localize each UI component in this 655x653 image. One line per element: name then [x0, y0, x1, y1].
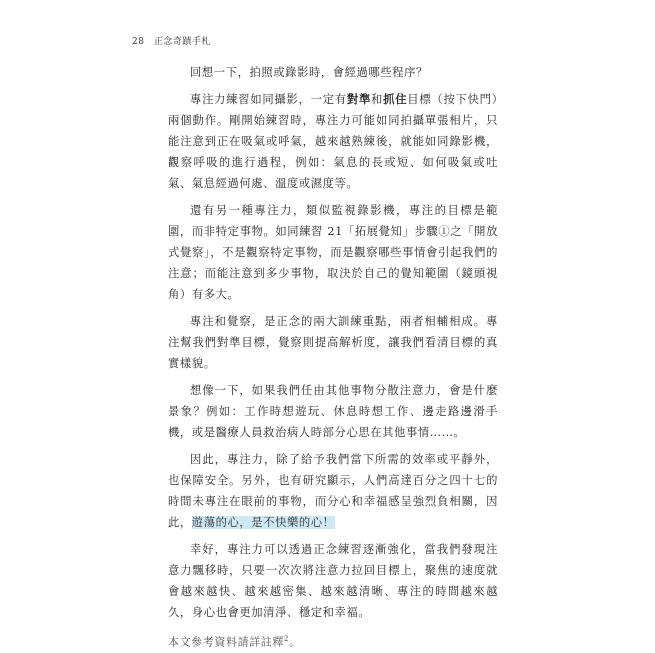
paragraph-1: 回想一下，拍照或錄影時，會經過哪些程序？ [190, 66, 428, 79]
paragraph-2-bold-aim: 對準 [346, 92, 372, 106]
paragraph-6-text: 因此，專注力，除了給予我們當下所需的效率或平靜外，也保障安全。另外，也有研究顯示，人們高達百分之四十七的時間未專注在眼前的事物，而分心和幸福感呈強烈負相關，因此， [168, 453, 498, 529]
paragraph-4: 專注和覺察，是正念的兩大訓練重點，兩者相輔相成。專注幫我們對準目標，覺察則提高解析度，讓我們看清目標的真實樣貌。 [168, 315, 498, 370]
footnote [168, 629, 498, 653]
page-body [168, 62, 498, 653]
paragraph-2-text-3: 目標（按下快門）兩個動作。剛開始練習時，專注力可能如同拍攝單張相片，只能注意到正在吸氣或呼氣，越來越熟練後，就能如同錄影機，觀察呼吸的進行過程，例如：氣息的長或短、如何吸氣或吐氣、氣息經過何處、溫度或濕度等。 [168, 93, 498, 190]
highlighted-text[interactable]: 遊蕩的心，是不快樂的心！ [191, 516, 335, 529]
footnote-end: 。 [289, 635, 301, 649]
paragraph-2-text-1: 專注力練習如同攝影，一定有 [190, 93, 347, 106]
paragraph-2-bold-grasp: 抓住 [383, 92, 408, 106]
paragraph-2 [168, 89, 498, 194]
paragraph-6 [168, 449, 498, 533]
page-number: 28 [132, 37, 145, 47]
paragraph-2-text-2: 和 [371, 93, 384, 106]
footnote-marker: 2 [284, 635, 290, 643]
footnote-text: 本文參考資料請詳註釋 [168, 635, 284, 649]
paragraph-5: 想像一下，如果我們任由其他事物分散注意力，會是什麼景象？例如：工作時想遊玩、休息時想工作、邊走路邊滑手機，或是醫療人員救治病人時部分心思在其他事情……。 [168, 384, 498, 439]
paragraph-3: 還有另一種專注力，類似監視錄影機，專注的目標是範圍，而非特定事物。如同練習 21「拓展覺知」步驟①之「開放式覺察」，不是觀察特定事物，而是觀察哪些事情會引起我們的注意；而能注意到多少事物，取決於自己的覺知範圍（鏡頭視角）有多大。 [168, 204, 498, 301]
paragraph-7: 幸好，專注力可以透過正念練習逐漸強化，當我們發現注意力飄移時，只要一次次將注意力拉回目標上，聚焦的速度就會越來越快、越來越密集、越來越清晰、專注的時間越來越久，身心也會更加清淨、穩定和幸福。 [168, 543, 498, 619]
page-header [132, 34, 211, 47]
book-title: 正念奇蹟手札 [153, 37, 211, 47]
